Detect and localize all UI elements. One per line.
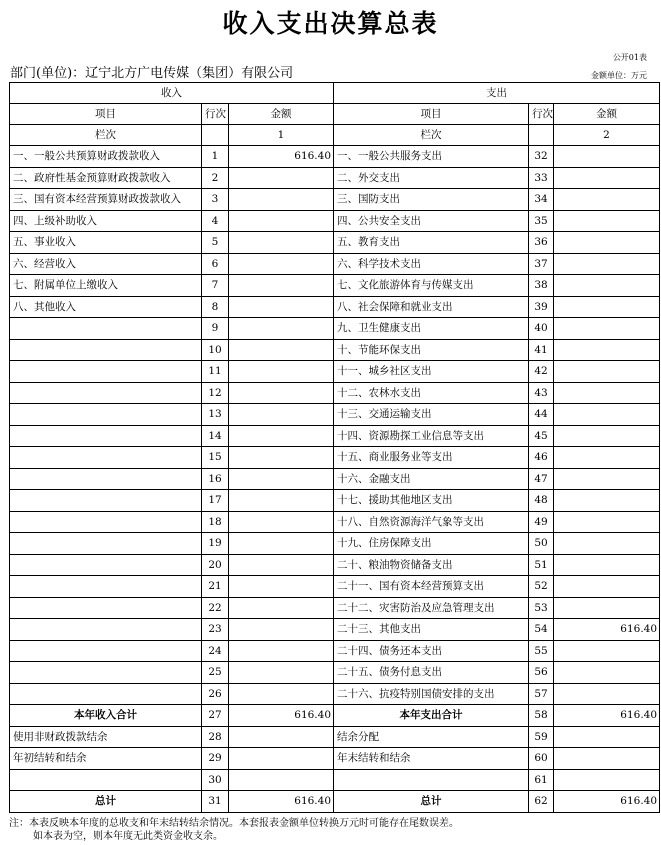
expense-item-cell: 十、节能环保支出 [334,339,529,361]
expense-row-no-cell: 34 [529,189,554,211]
income-row-no-cell: 20 [202,554,229,576]
income-row-no-cell: 25 [202,662,229,684]
expense-amount-cell [554,533,660,555]
footnote-line-1: 注：本表反映本年度的总收支和年末结转结余情况。本套报表金额单位转换万元时可能存在尾数误差。 [9,818,459,829]
income-amount-header: 金额 [229,104,334,125]
table-row [10,511,660,533]
income-row-no-cell: 16 [202,468,229,490]
table-row [10,146,660,168]
expense-item-cell: 二十三、其他支出 [334,619,529,641]
income-amount-cell: 616.40 [229,791,334,813]
income-amount-cell: 616.40 [229,146,334,168]
income-amount-cell [229,167,334,189]
expense-row-no-cell: 38 [529,275,554,297]
expense-row-no-cell: 48 [529,490,554,512]
table-row [10,554,660,576]
expense-item-cell: 十四、资源勘探工业信息等支出 [334,425,529,447]
income-row-no-header: 行次 [202,104,229,125]
expense-amount-cell [554,468,660,490]
income-row-no-cell: 9 [202,318,229,340]
expense-amount-cell [554,232,660,254]
expense-row-no-cell: 32 [529,146,554,168]
income-row-no-cell: 27 [202,705,229,727]
table-row [10,533,660,555]
income-row-no-cell: 14 [202,425,229,447]
table-row [10,705,660,727]
table-row [10,361,660,383]
income-amount-cell [229,447,334,469]
income-item-cell [10,683,202,705]
expense-item-cell: 结余分配 [334,726,529,748]
income-amount-cell [229,576,334,598]
table-row [10,253,660,275]
expense-item-cell: 十八、自然资源海洋气象等支出 [334,511,529,533]
expense-row-no-cell: 62 [529,791,554,813]
income-item-cell: 本年收入合计 [10,705,202,727]
expense-row-no-cell: 54 [529,619,554,641]
income-row-no-cell: 21 [202,576,229,598]
table-row [10,490,660,512]
expense-row-no-cell: 36 [529,232,554,254]
expense-item-cell: 十五、商业服务业等支出 [334,447,529,469]
income-row-no-cell: 26 [202,683,229,705]
expense-amount-cell: 616.40 [554,791,660,813]
expense-amount-header: 金额 [554,104,660,125]
income-item-cell: 七、附属单位上缴收入 [10,275,202,297]
income-row-no-cell: 7 [202,275,229,297]
expense-column-label: 栏次 [334,125,529,146]
footnote [9,817,459,843]
income-item-cell: 使用非财政拨款结余 [10,726,202,748]
expense-amount-cell [554,253,660,275]
expense-item-cell: 总计 [334,791,529,813]
expense-row-no-header: 行次 [529,104,554,125]
expense-row-no-cell: 59 [529,726,554,748]
income-row-no-cell: 31 [202,791,229,813]
table-row [10,726,660,748]
expense-amount-cell [554,769,660,791]
expense-row-no-cell: 56 [529,662,554,684]
expense-column-number: 2 [554,125,660,146]
expense-amount-cell [554,275,660,297]
table-row [10,425,660,447]
income-item-cell: 六、经营收入 [10,253,202,275]
expense-item-header: 项目 [334,104,529,125]
expense-amount-cell [554,748,660,770]
expense-amount-cell [554,425,660,447]
income-amount-cell [229,275,334,297]
expense-item-cell: 八、社会保障和就业支出 [334,296,529,318]
expense-amount-cell [554,210,660,232]
expense-amount-cell [554,189,660,211]
income-row-no-cell: 30 [202,769,229,791]
income-amount-cell [229,296,334,318]
income-item-cell [10,769,202,791]
income-amount-cell [229,210,334,232]
expense-amount-cell [554,146,660,168]
income-row-no-cell: 12 [202,382,229,404]
expense-row-no-cell: 60 [529,748,554,770]
income-amount-cell [229,554,334,576]
income-amount-cell [229,382,334,404]
table-row [10,597,660,619]
expense-column-blank [529,125,554,146]
income-row-no-cell: 8 [202,296,229,318]
income-expense-table [9,82,660,813]
expense-item-cell: 年末结转和结余 [334,748,529,770]
table-row [10,447,660,469]
expense-item-cell: 七、文化旅游体育与传媒支出 [334,275,529,297]
table-row [10,576,660,598]
expense-amount-cell [554,361,660,383]
expense-item-cell: 十六、金融支出 [334,468,529,490]
table-row [10,683,660,705]
income-column-number: 1 [229,125,334,146]
expense-item-cell: 十一、城乡社区支出 [334,361,529,383]
income-amount-cell [229,468,334,490]
expense-item-cell: 二十、粮油物资储备支出 [334,554,529,576]
department-label: 部门(单位)：辽宁北方广电传媒（集团）有限公司 [10,66,294,81]
income-amount-cell [229,339,334,361]
income-item-cell [10,576,202,598]
income-item-cell [10,640,202,662]
expense-row-no-cell: 42 [529,361,554,383]
table-row [10,296,660,318]
income-amount-cell [229,511,334,533]
income-item-cell [10,382,202,404]
income-row-no-cell: 10 [202,339,229,361]
income-item-cell [10,361,202,383]
expense-row-no-cell: 45 [529,425,554,447]
expense-row-no-cell: 55 [529,640,554,662]
section-header-row [10,83,660,104]
income-row-no-cell: 2 [202,167,229,189]
expense-amount-cell [554,662,660,684]
form-code: 公开01表 [612,53,647,62]
table-row [10,748,660,770]
expense-item-cell: 一、一般公共服务支出 [334,146,529,168]
income-amount-cell [229,404,334,426]
income-row-no-cell: 17 [202,490,229,512]
amount-unit-label: 金额单位：万元 [591,71,647,80]
income-item-cell [10,511,202,533]
income-row-no-cell: 18 [202,511,229,533]
column-number-row [10,125,660,146]
income-item-cell: 年初结转和结余 [10,748,202,770]
table-row [10,769,660,791]
expense-amount-cell [554,726,660,748]
table-row [10,189,660,211]
income-amount-cell [229,662,334,684]
income-item-cell [10,468,202,490]
expense-amount-cell [554,576,660,598]
income-item-cell [10,597,202,619]
income-row-no-cell: 23 [202,619,229,641]
income-row-no-cell: 3 [202,189,229,211]
income-amount-cell [229,619,334,641]
expense-item-cell: 四、公共安全支出 [334,210,529,232]
expense-row-no-cell: 46 [529,447,554,469]
income-item-cell [10,447,202,469]
expense-amount-cell [554,339,660,361]
expense-row-no-cell: 37 [529,253,554,275]
income-amount-cell [229,425,334,447]
expense-amount-cell [554,382,660,404]
expense-item-cell: 三、国防支出 [334,189,529,211]
expense-row-no-cell: 35 [529,210,554,232]
expense-item-cell: 十二、农林水支出 [334,382,529,404]
expense-amount-cell [554,640,660,662]
expense-item-cell: 二十六、抗疫特别国债安排的支出 [334,683,529,705]
expense-amount-cell: 616.40 [554,619,660,641]
income-item-cell [10,339,202,361]
income-row-no-cell: 29 [202,748,229,770]
income-amount-cell [229,361,334,383]
expense-amount-cell [554,511,660,533]
expense-row-no-cell: 58 [529,705,554,727]
income-row-no-cell: 4 [202,210,229,232]
income-amount-cell [229,253,334,275]
income-row-no-cell: 15 [202,447,229,469]
income-column-blank [202,125,229,146]
income-amount-cell [229,726,334,748]
expense-row-no-cell: 33 [529,167,554,189]
expense-row-no-cell: 61 [529,769,554,791]
table-row [10,404,660,426]
table-row [10,791,660,813]
income-section-header: 收入 [10,83,334,104]
expense-item-cell: 二十一、国有资本经营预算支出 [334,576,529,598]
table-row [10,210,660,232]
expense-item-cell: 五、教育支出 [334,232,529,254]
expense-item-cell: 二十二、灾害防治及应急管理支出 [334,597,529,619]
table-row [10,468,660,490]
expense-row-no-cell: 50 [529,533,554,555]
table-row [10,318,660,340]
expense-row-no-cell: 39 [529,296,554,318]
expense-amount-cell [554,597,660,619]
expense-amount-cell [554,167,660,189]
page-title: 收入支出决算总表 [222,9,439,38]
income-row-no-cell: 13 [202,404,229,426]
expense-row-no-cell: 40 [529,318,554,340]
income-item-cell: 二、政府性基金预算财政拨款收入 [10,167,202,189]
income-item-cell: 五、事业收入 [10,232,202,254]
income-row-no-cell: 22 [202,597,229,619]
table-row [10,662,660,684]
expense-amount-cell [554,296,660,318]
footnote-line-2: 如本表为空，则本年度无此类资金收支余。 [33,831,223,842]
expense-item-cell: 二十四、债务还本支出 [334,640,529,662]
expense-amount-cell [554,404,660,426]
expense-row-no-cell: 53 [529,597,554,619]
expense-row-no-cell: 44 [529,404,554,426]
income-item-cell: 三、国有资本经营预算财政拨款收入 [10,189,202,211]
expense-row-no-cell: 47 [529,468,554,490]
expense-item-cell: 二十五、债务付息支出 [334,662,529,684]
income-column-label: 栏次 [10,125,202,146]
expense-section-header: 支出 [334,83,660,104]
income-row-no-cell: 11 [202,361,229,383]
table-row [10,232,660,254]
income-amount-cell [229,683,334,705]
income-amount-cell [229,232,334,254]
income-amount-cell [229,597,334,619]
expense-amount-cell [554,490,660,512]
expense-amount-cell [554,554,660,576]
expense-row-no-cell: 57 [529,683,554,705]
income-item-cell: 四、上级补助收入 [10,210,202,232]
expense-item-cell: 二、外交支出 [334,167,529,189]
expense-row-no-cell: 52 [529,576,554,598]
expense-row-no-cell: 41 [529,339,554,361]
income-item-cell [10,425,202,447]
income-amount-cell [229,189,334,211]
income-amount-cell [229,640,334,662]
expense-item-cell [334,769,529,791]
income-item-cell [10,619,202,641]
income-item-cell [10,662,202,684]
expense-item-cell: 九、卫生健康支出 [334,318,529,340]
income-item-cell: 总计 [10,791,202,813]
income-item-cell [10,554,202,576]
table-row [10,339,660,361]
expense-amount-cell [554,683,660,705]
table-row [10,640,660,662]
income-item-cell [10,404,202,426]
table-row [10,275,660,297]
income-item-cell [10,318,202,340]
expense-item-cell: 十三、交通运输支出 [334,404,529,426]
income-amount-cell [229,490,334,512]
income-amount-cell: 616.40 [229,705,334,727]
table-row [10,167,660,189]
income-row-no-cell: 24 [202,640,229,662]
income-row-no-cell: 5 [202,232,229,254]
income-item-cell: 一、一般公共预算财政拨款收入 [10,146,202,168]
table-row [10,619,660,641]
income-item-header: 项目 [10,104,202,125]
expense-item-cell: 六、科学技术支出 [334,253,529,275]
income-item-cell [10,490,202,512]
expense-row-no-cell: 43 [529,382,554,404]
expense-row-no-cell: 49 [529,511,554,533]
income-row-no-cell: 28 [202,726,229,748]
expense-amount-cell [554,447,660,469]
income-amount-cell [229,318,334,340]
income-amount-cell [229,533,334,555]
income-row-no-cell: 6 [202,253,229,275]
expense-item-cell: 本年支出合计 [334,705,529,727]
column-header-row [10,104,660,125]
table-row [10,382,660,404]
income-amount-cell [229,748,334,770]
income-row-no-cell: 19 [202,533,229,555]
expense-item-cell: 十九、住房保障支出 [334,533,529,555]
expense-amount-cell [554,318,660,340]
expense-amount-cell: 616.40 [554,705,660,727]
income-item-cell [10,533,202,555]
expense-item-cell: 十七、援助其他地区支出 [334,490,529,512]
income-item-cell: 八、其他收入 [10,296,202,318]
expense-row-no-cell: 51 [529,554,554,576]
income-amount-cell [229,769,334,791]
income-row-no-cell: 1 [202,146,229,168]
